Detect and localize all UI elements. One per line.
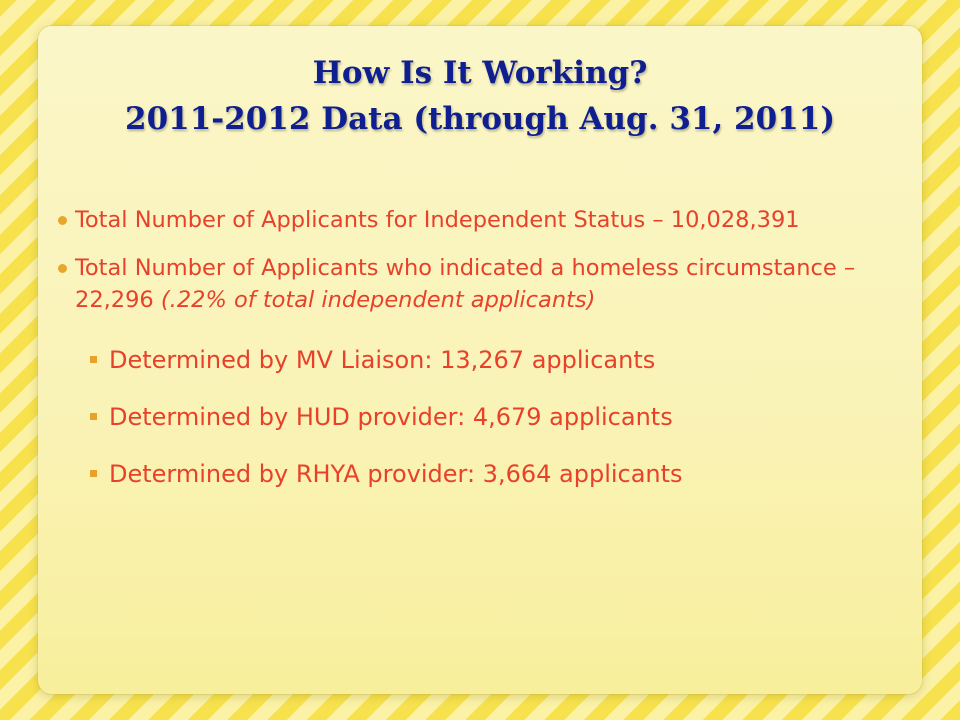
bullet-dot-icon [58, 264, 67, 273]
slide-content [52, 204, 892, 514]
bullet-homeless-applicants [52, 252, 892, 316]
title-line-1: How Is It Working? [312, 55, 648, 91]
bullet-main-text: Total Number of Applicants who indicated a homeless circumstance – 22,296 [75, 255, 856, 313]
sub-bullet-hud-provider [52, 400, 892, 434]
title-line-2: 2011-2012 Data (through Aug. 31, 2011) [125, 101, 835, 137]
sub-bullet-mv-liaison [52, 343, 892, 377]
bullet-total-applicants [52, 204, 892, 236]
square-bullet-icon [90, 356, 97, 363]
bullet-italic-note: (.22% of total independent applicants) [160, 287, 596, 313]
slide-title [0, 50, 960, 142]
bullet-text: Total Number of Applicants for Independent Status – 10,028,391 [75, 207, 800, 233]
sub-bullet-rhya-provider [52, 457, 892, 491]
sub-bullet-text: Determined by MV Liaison: 13,267 applicants [109, 346, 656, 374]
sub-bullet-text: Determined by HUD provider: 4,679 applicants [109, 403, 673, 431]
square-bullet-icon [90, 413, 97, 420]
bullet-text [75, 255, 855, 313]
square-bullet-icon [90, 470, 97, 477]
bullet-dot-icon [58, 216, 67, 225]
sub-bullet-text: Determined by RHYA provider: 3,664 applicants [109, 460, 683, 488]
